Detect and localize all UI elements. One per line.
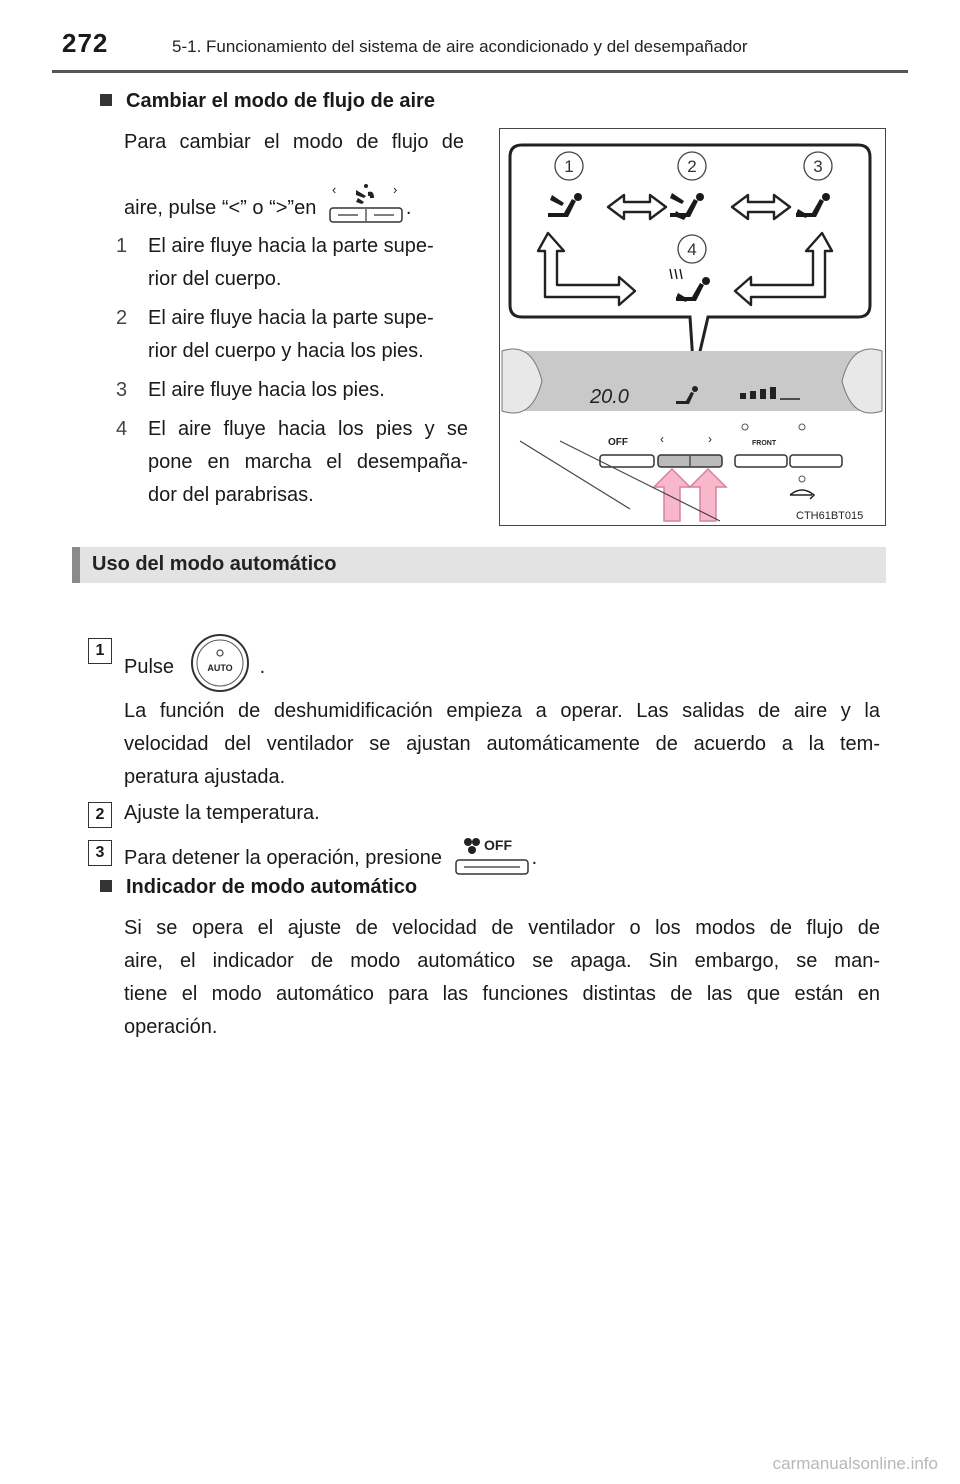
step-number-box: 1 xyxy=(88,638,112,664)
mode-text-line: rior del cuerpo. xyxy=(148,268,282,290)
auto-label: AUTO xyxy=(206,663,233,673)
callout-label: 4 xyxy=(687,240,697,259)
press-right-arrow xyxy=(690,469,726,521)
svg-text:‹: ‹ xyxy=(331,182,337,197)
watermark: carmanualsonline.info xyxy=(772,1454,938,1473)
running-header: 5-1. Funcionamiento del sistema de aire acondicionado y del desempañador xyxy=(172,37,748,56)
header-rule xyxy=(52,70,908,73)
svg-text:›: › xyxy=(392,182,398,197)
display-temperature: 20.0 xyxy=(590,386,629,408)
indicator-paragraph: Si se opera el ajuste de velocidad de ventilador o los modos de flujo de aire, el indicador de modo automático se apaga. Sin embargo, se man- tiene el modo automático para las funciones distintas de las que están en operación. xyxy=(124,917,880,1038)
mode-text-line: El aire fluye hacia los pies y se xyxy=(148,418,468,440)
mode-selector-button-icon xyxy=(326,180,406,226)
mode-number: 4 xyxy=(116,418,128,440)
list-item xyxy=(108,302,468,368)
airflow-intro-line2: aire, pulse “<” o “>”en ‹ › . xyxy=(124,180,411,226)
mode-text-line: dor del parabrisas. xyxy=(148,484,314,506)
list-item xyxy=(108,413,468,512)
callout-label: 2 xyxy=(687,157,697,176)
airflow-mode-figure xyxy=(499,128,886,526)
front-defog-button xyxy=(735,455,787,467)
list-item xyxy=(108,374,468,407)
page-number: 272 xyxy=(62,28,109,58)
mode-text-line: rior del cuerpo y hacia los pies. xyxy=(148,340,424,362)
airflow-intro-line1: Para cambiar el modo de flujo de xyxy=(124,131,464,153)
mode-text-line: pone en marcha el desempaña- xyxy=(148,451,468,473)
step-1-text: Pulse AUTO . xyxy=(124,631,265,695)
callout-label: 3 xyxy=(813,157,823,176)
fan-off-text: OFF xyxy=(483,837,512,853)
mode-text-line: El aire fluye hacia la parte supe- xyxy=(148,307,434,329)
square-bullet-icon xyxy=(100,94,112,106)
section-title: Uso del modo automático xyxy=(92,553,337,575)
climate-panel-illustration xyxy=(500,129,884,524)
svg-text:‹: ‹ xyxy=(660,432,664,446)
callout-label: 1 xyxy=(564,157,574,176)
list-item xyxy=(108,230,468,296)
figure-code: CTH61BT015 xyxy=(796,510,864,522)
square-bullet-icon xyxy=(100,880,112,892)
rear-defog-button xyxy=(790,455,842,467)
mode-text-line: El aire fluye hacia la parte supe- xyxy=(148,235,434,257)
mode-number: 1 xyxy=(116,235,128,257)
mode-number: 2 xyxy=(116,307,128,329)
fan-off-button-icon xyxy=(452,834,532,878)
auto-button-icon xyxy=(188,631,252,695)
press-left-arrow xyxy=(654,469,690,521)
mode-list xyxy=(108,230,468,512)
svg-text:›: › xyxy=(708,432,712,446)
mode-text-line: El aire fluye hacia los pies. xyxy=(148,379,385,401)
step-number-box: 3 xyxy=(88,840,112,866)
step-1-detail: La función de deshumidificación empieza a operar. Las salidas de aire y la velocidad del ventilador se ajustan automáticamente de acuerdo a la tem- peratura ajustada. xyxy=(124,700,880,788)
indicator-heading: Indicador de modo automático xyxy=(100,876,417,899)
fan-off-label: OFF xyxy=(608,437,628,448)
section-bar xyxy=(72,547,886,583)
front-defog-label: FRONT xyxy=(752,440,777,447)
step-2-text: Ajuste la temperatura. xyxy=(124,802,320,824)
airflow-heading: Cambiar el modo de flujo de aire xyxy=(100,90,435,113)
step-3-text: Para detener la operación, presione OFF . xyxy=(124,834,537,878)
step-number-box: 2 xyxy=(88,802,112,828)
mode-number: 3 xyxy=(116,379,128,401)
